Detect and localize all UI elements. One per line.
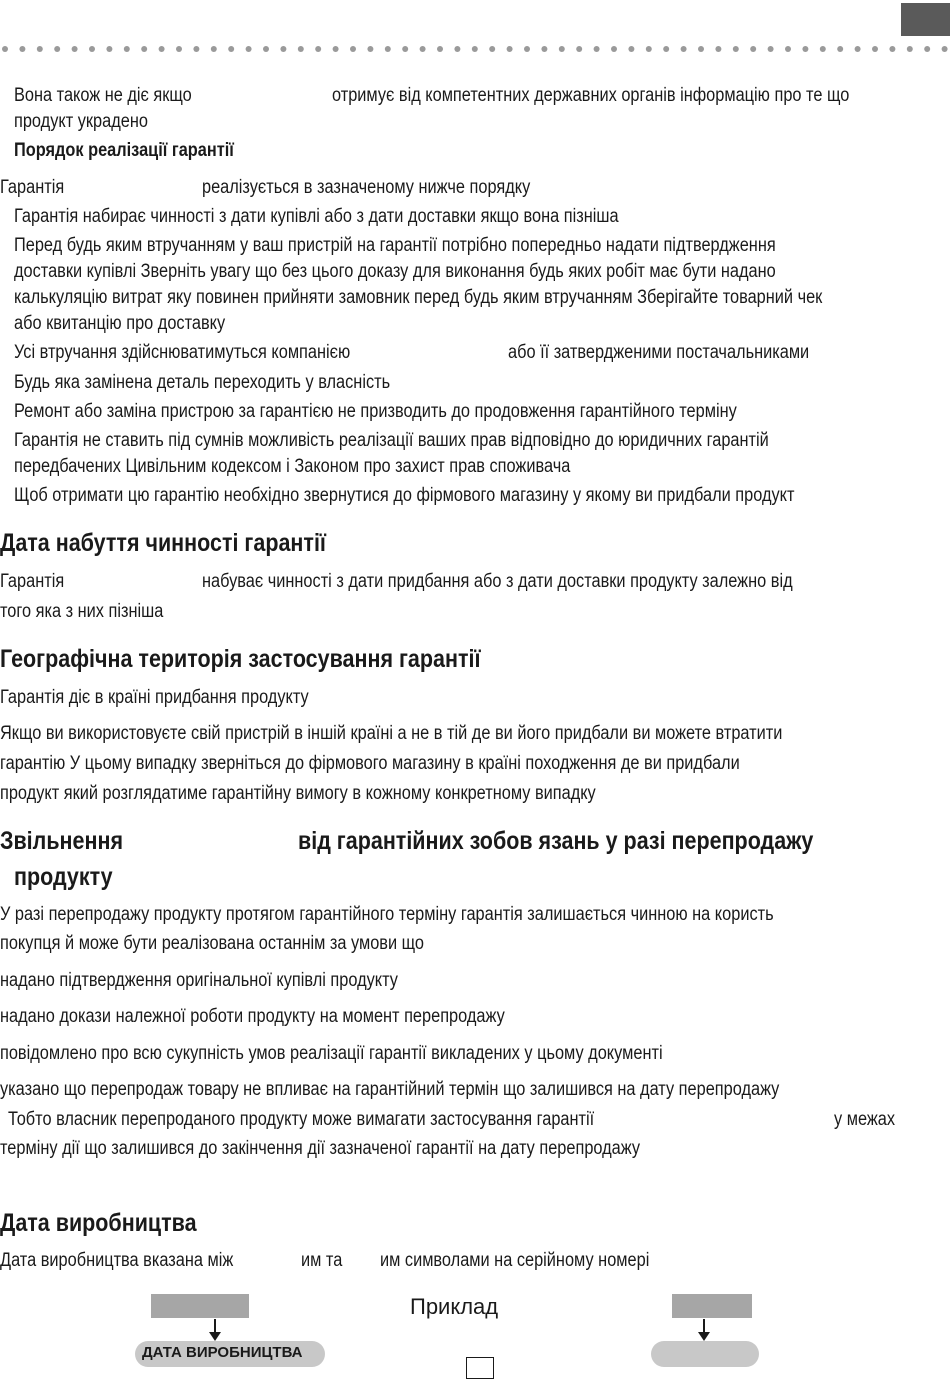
list-item: Перед будь яким втручанням у ваш пристрій на гарантії потрібно попередньо надати підтвердження xyxy=(14,235,776,256)
divider-dot xyxy=(263,46,269,52)
date-label-text: ДАТА ВИРОБНИЦТВА xyxy=(142,1344,303,1361)
divider-dot xyxy=(802,46,808,52)
arrow-down-icon xyxy=(214,1319,216,1333)
text-line: Дата виробництва вказана між xyxy=(0,1250,234,1271)
text-line: реалізується в зазначеному нижче порядку xyxy=(202,177,531,198)
text-line: того яка з них пізніша xyxy=(0,601,164,622)
divider-dot xyxy=(2,46,8,52)
divider-dot xyxy=(141,46,147,52)
section-heading: Дата виробництва xyxy=(0,1209,197,1237)
divider-dot xyxy=(350,46,356,52)
divider-dot xyxy=(507,46,513,52)
list-item: надано підтвердження оригінальної купівлі продукту xyxy=(0,970,398,991)
divider-dot xyxy=(681,46,687,52)
text-line: терміну дії що залишився до закінчення дії зазначеної гарантії на дату перепродажу xyxy=(0,1138,641,1159)
divider-dot xyxy=(315,46,321,52)
divider-dot xyxy=(124,46,130,52)
list-item: Ремонт або заміна пристрою за гарантією не призводить до продовження гарантійного терміну xyxy=(14,401,737,422)
text-line: отримує від компетентних державних органів інформацію про те що xyxy=(332,85,850,106)
divider-dot xyxy=(106,46,112,52)
text-line: Гарантія xyxy=(0,177,65,198)
dotted-divider xyxy=(0,44,950,54)
example-label: Приклад xyxy=(410,1294,499,1319)
list-item: надано докази належної роботи продукту на момент перепродажу xyxy=(0,1006,505,1027)
section-heading: Географічна територія застосування гарантії xyxy=(0,645,481,673)
list-item: Усі втручання здійснюватимуться компанією xyxy=(14,342,351,363)
divider-dot xyxy=(176,46,182,52)
text-line: им та xyxy=(301,1250,343,1271)
label-pill xyxy=(651,1341,759,1367)
divider-dot xyxy=(611,46,617,52)
text-line: передбачених Цивільним кодексом і Законом про захист прав споживача xyxy=(14,456,571,477)
arrow-down-icon xyxy=(703,1319,705,1333)
divider-dot xyxy=(228,46,234,52)
divider-dot xyxy=(646,46,652,52)
text-line: продукт украдено xyxy=(14,111,148,132)
text-line: або квитанцію про доставку xyxy=(14,313,226,334)
divider-dot xyxy=(280,46,286,52)
divider-dot xyxy=(37,46,43,52)
divider-dot xyxy=(594,46,600,52)
text-line: У разі перепродажу продукту протягом гарантійного терміну гарантія залишається чинною на користь xyxy=(0,904,774,925)
divider-dot xyxy=(333,46,339,52)
divider-dot xyxy=(89,46,95,52)
divider-dot xyxy=(785,46,791,52)
text-line: Якщо ви використовуєте свій пристрій в іншій країні а не в тій де ви його придбали ви можете втратити xyxy=(0,723,783,744)
divider-dot xyxy=(420,46,426,52)
divider-dot xyxy=(472,46,478,52)
text-line: Вона також не діє якщо xyxy=(14,85,192,106)
divider-dot xyxy=(628,46,634,52)
text-line: набуває чинності з дати придбання або з дати доставки продукту залежно від xyxy=(202,571,793,592)
divider-dot xyxy=(733,46,739,52)
list-item: Щоб отримати цю гарантію необхідно звернутися до фірмового магазину у якому ви придбали продукт xyxy=(14,485,795,506)
divider-dot xyxy=(715,46,721,52)
divider-dot xyxy=(298,46,304,52)
divider-dot xyxy=(942,46,948,52)
text-line: Гарантія діє в країні придбання продукту xyxy=(0,687,309,708)
divider-dot xyxy=(19,46,25,52)
divider-dot xyxy=(889,46,895,52)
divider-dot xyxy=(246,46,252,52)
page-corner-tab xyxy=(901,3,950,36)
text-line: Тобто власник перепроданого продукту може вимагати застосування гарантії xyxy=(8,1109,595,1130)
divider-dot xyxy=(524,46,530,52)
divider-dot xyxy=(750,46,756,52)
divider-dot xyxy=(385,46,391,52)
text-line: калькуляцію витрат яку повинен прийняти замовник перед будь яким втручанням Зберігайте товарний чек xyxy=(14,287,823,308)
list-item: повідомлено про всю сукупність умов реалізації гарантії викладених у цьому документі xyxy=(0,1043,663,1064)
text-line: покупця й може бути реалізована останнім за умови що xyxy=(0,933,425,954)
text-line: у межах xyxy=(834,1109,896,1130)
divider-dot xyxy=(367,46,373,52)
divider-dot xyxy=(855,46,861,52)
subheading: Порядок реалізації гарантії xyxy=(14,140,234,161)
divider-dot xyxy=(924,46,930,52)
text-line: Гарантія xyxy=(0,571,65,592)
divider-dot xyxy=(820,46,826,52)
divider-dot xyxy=(768,46,774,52)
text-line: продукт який розглядатиме гарантійну вимогу в кожному конкретному випадку xyxy=(0,783,596,804)
divider-dot xyxy=(576,46,582,52)
serial-segment-highlight xyxy=(151,1294,249,1318)
divider-dot xyxy=(54,46,60,52)
list-item: указано що перепродаж товару не впливає на гарантійний термін що залишився на дату перепродажу xyxy=(0,1079,780,1100)
list-item: Будь яка замінена деталь переходить у власність xyxy=(14,372,391,393)
divider-dot xyxy=(159,46,165,52)
text-line: гарантію У цьому випадку зверніться до фірмового магазину в країні походження де ви придбали xyxy=(0,753,740,774)
divider-dot xyxy=(454,46,460,52)
divider-dot xyxy=(907,46,913,52)
divider-dot xyxy=(663,46,669,52)
list-item: Гарантія не ставить під сумнів можливість реалізації ваших прав відповідно до юридичних гарантій xyxy=(14,430,769,451)
divider-dot xyxy=(402,46,408,52)
divider-dot xyxy=(559,46,565,52)
list-item: Гарантія набирає чинності з дати купівлі або з дати доставки якщо вона пізніша xyxy=(14,206,619,227)
divider-dot xyxy=(211,46,217,52)
divider-dot xyxy=(193,46,199,52)
text-line: доставки купівлі Зверніть увагу що без цього доказу для виконання будь яких робіт має бути надано xyxy=(14,261,776,282)
section-heading: Звільнення xyxy=(0,827,124,855)
serial-char-box xyxy=(466,1357,494,1379)
divider-dot xyxy=(698,46,704,52)
serial-segment-highlight xyxy=(672,1294,752,1318)
section-heading: від гарантійних зобов язань у разі перепродажу xyxy=(298,827,814,855)
section-heading: Дата набуття чинності гарантії xyxy=(0,529,326,557)
divider-dot xyxy=(872,46,878,52)
divider-dot xyxy=(837,46,843,52)
section-heading: продукту xyxy=(14,863,113,891)
text-line: або її затвердженими постачальниками xyxy=(508,342,810,363)
divider-dot xyxy=(72,46,78,52)
divider-dot xyxy=(489,46,495,52)
text-line: им символами на серійному номері xyxy=(380,1250,650,1271)
divider-dot xyxy=(437,46,443,52)
divider-dot xyxy=(541,46,547,52)
